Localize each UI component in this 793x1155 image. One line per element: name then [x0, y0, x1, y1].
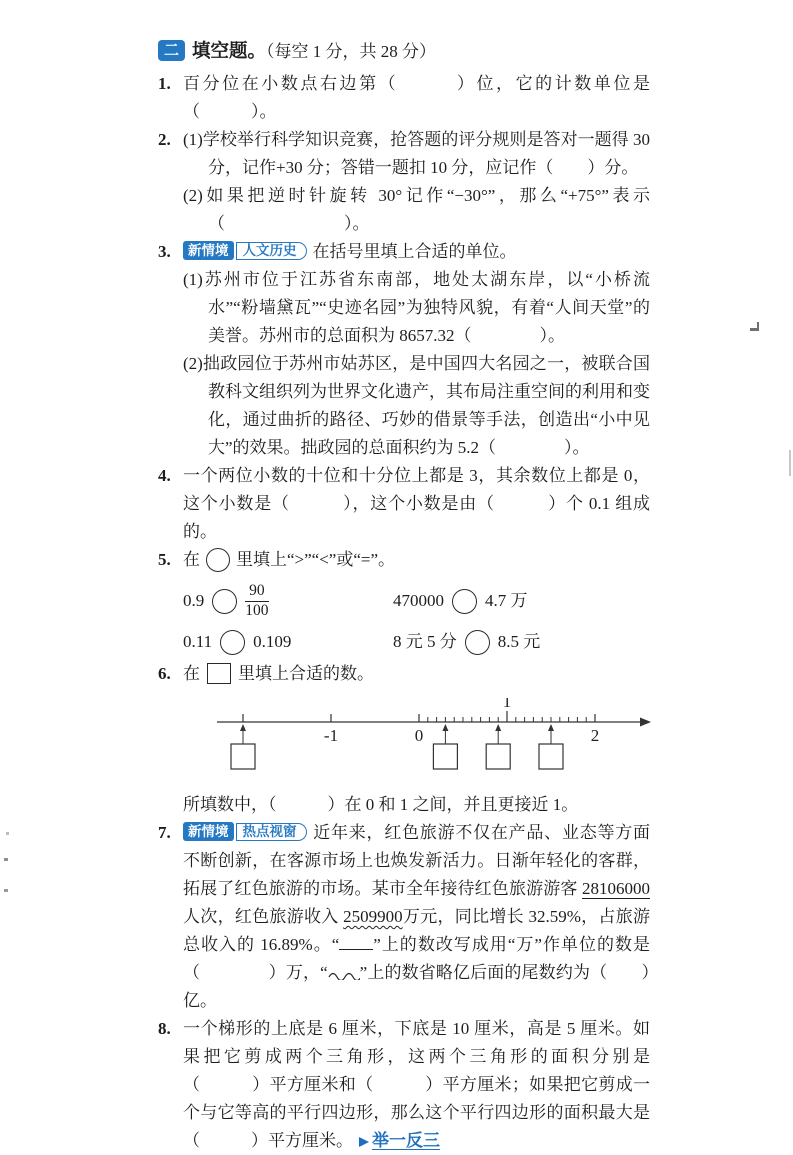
- svg-text:0: 0: [414, 726, 424, 746]
- question-intro-pre: 在: [183, 550, 200, 569]
- question-8: [158, 1015, 650, 1155]
- scan-artifact: [4, 889, 8, 892]
- comparison-item: [393, 628, 650, 656]
- solid-line-blank: [339, 935, 373, 950]
- compare-left: 0.9: [183, 591, 205, 611]
- section-title: 填空题。: [192, 42, 267, 62]
- question-4: [158, 462, 650, 546]
- question-2: [158, 126, 650, 238]
- wavy-line-blank: [328, 964, 360, 978]
- topic-badge: 热点视窗: [236, 823, 307, 841]
- section-header: [158, 38, 650, 66]
- question-intro-post: 里填上“>”“<”或“=”。: [236, 550, 396, 569]
- compare-left: 470000: [393, 591, 444, 611]
- question-number: 6.: [158, 664, 171, 684]
- comparison-item: [183, 628, 393, 656]
- new-scenario-badge: 新情境: [183, 241, 234, 260]
- comparison-grid: [158, 582, 650, 656]
- question-number: 7.: [158, 823, 171, 843]
- question-1: [158, 70, 650, 126]
- worksheet-content: [158, 38, 650, 1155]
- scan-artifact: [4, 858, 8, 861]
- question-2-part-2: (2)如果把逆时针旋转 30°记作“−30°”，那么“+75°”表示（ ）。: [183, 186, 650, 233]
- compare-circle-icon: [206, 548, 230, 572]
- question-text: ”上的数省略亿后面的尾数约为（ ）亿。: [183, 963, 651, 1011]
- question-5: [158, 546, 650, 574]
- question-text: 人次，红色旅游收入: [183, 907, 339, 927]
- answer-circle: [220, 630, 245, 655]
- question-3: [158, 238, 650, 462]
- scan-artifact: [6, 832, 9, 835]
- svg-text:2: 2: [590, 726, 600, 746]
- question-number: 2.: [158, 130, 171, 149]
- comparison-item: [183, 582, 393, 620]
- compare-left: 8 元 5 分: [393, 632, 457, 652]
- compare-left: 0.11: [183, 632, 213, 652]
- answer-circle: [452, 589, 477, 614]
- section-score-note: （每空 1 分，共 28 分）: [266, 42, 437, 61]
- svg-text:1: 1: [502, 698, 512, 712]
- question-6-summary: 所填数中，（ ）在 0 和 1 之间，并且更接近 1。: [183, 795, 579, 815]
- comparison-item: [393, 582, 650, 620]
- question-text: 百分位在小数点右边第（ ）位，它的计数单位是（ ）。: [183, 74, 650, 121]
- question-3-intro-line: [183, 238, 650, 266]
- compare-right: 0.109: [253, 632, 292, 652]
- extension-link: 举一反三: [372, 1131, 440, 1151]
- question-text: 一个梯形的上底是 6 厘米，下底是 10 厘米，高是 5 厘米。如果把它剪成两个三角形，这两个三角形的面积分别是（ ）平方厘米和（ ）平方厘米；如果把它剪成一个与它等高的平行四边形，那么这个平行四边形的面积最大是（ ）平方厘米。: [183, 1019, 650, 1151]
- question-number: 4.: [158, 466, 171, 485]
- question-text: 万元，同比增长 32.59%，占旅游总收入的 16.89%。“: [183, 907, 651, 955]
- question-3-part-1: (1)苏州市位于江苏省东南部，地处太湖东岸，以“小桥流水”“粉墙黛瓦”“史迹名园”为独特风貌，有着“人间天堂”的美誉。苏州市的总面积为 8657.32（ ）。: [183, 270, 650, 345]
- svg-text:-1: -1: [323, 726, 339, 746]
- wavy-line-icon: [328, 970, 360, 980]
- question-number: 1.: [158, 74, 171, 93]
- question-2-part-1: (1)学校举行科学知识竞赛，抢答题的评分规则是答对一题得 30 分，记作+30 分；答错一题扣 10 分，应记作（ ）分。: [183, 130, 650, 177]
- scan-artifact: [789, 450, 791, 476]
- answer-circle: [212, 589, 237, 614]
- new-scenario-badge: 新情境: [183, 822, 234, 841]
- arrow-right-icon: [359, 1137, 369, 1147]
- number-line-figure: [189, 698, 650, 789]
- underlined-number: 28106000: [582, 879, 650, 899]
- topic-badge: 人文历史: [236, 242, 307, 260]
- question-6: [158, 660, 650, 819]
- fraction-numerator: 90: [249, 582, 265, 599]
- fraction: [245, 582, 268, 620]
- question-text: 一个两位小数的十位和十分位上都是 3，其余数位上都是 0，这个小数是（ ），这个小数是由（ ）个 0.1 组成的。: [183, 466, 650, 541]
- question-text: 近年来，红色旅游不仅在产品、业态等方面不断创新，在客源市场上也焕发新活力。日渐年轻化的客群，拓展了红色旅游的市场。某市全年接待红色旅游游客: [183, 823, 650, 899]
- question-number: 8.: [158, 1019, 171, 1039]
- fraction-denominator: 100: [245, 601, 269, 619]
- question-3-part-2: (2)拙政园位于苏州市姑苏区，是中国四大名园之一，被联合国教科文组织列为世界文化遗产，其布局注重空间的利用和变化，通过曲折的路径、巧妙的借景等手法，创造出“小中见大”的效果。拙政园的总面积约为 5.2（ ）。: [183, 354, 650, 457]
- number-line-svg: [189, 698, 659, 780]
- compare-right: 4.7 万: [485, 591, 528, 611]
- section-number-badge: 二: [158, 40, 185, 61]
- question-intro-post: 里填上合适的数。: [238, 664, 374, 684]
- answer-circle: [465, 630, 490, 655]
- question-number: 5.: [158, 550, 171, 569]
- question-intro-pre: 在: [183, 664, 200, 684]
- wavy-underlined-number: 2509900: [343, 907, 403, 927]
- question-text: ”上的数改写成用“万”作单位的数是（ ）万，“: [183, 935, 650, 983]
- scan-artifact: [757, 322, 759, 330]
- question-intro: 在括号里填上合适的单位。: [312, 242, 517, 261]
- compare-right: 8.5 元: [497, 632, 541, 652]
- answer-box-icon: [207, 663, 231, 684]
- question-number: 3.: [158, 242, 171, 261]
- question-7: [158, 819, 650, 1015]
